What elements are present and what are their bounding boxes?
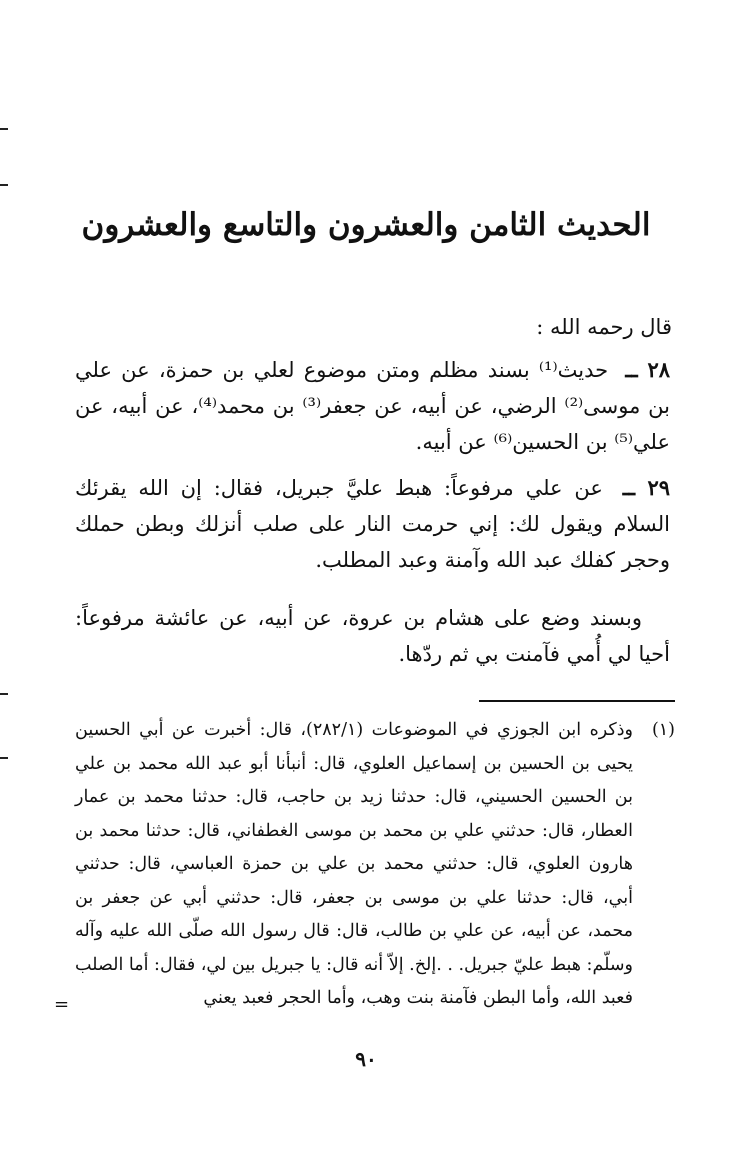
margin-mark (0, 184, 8, 186)
hadith-29-paragraph: وبسند وضع على هشام بن عروة، عن أبيه، عن عائشة مرفوعاً: أحيا لي أُمي فآمنت بي ثم ردّها. (75, 606, 670, 666)
hadith-number: ٢٩ ــ (622, 475, 670, 500)
page-number: ٩٠ (355, 1047, 377, 1071)
margin-mark (0, 693, 8, 695)
footnote-number: (١) (651, 720, 675, 740)
hadith-number: ٢٨ ــ (625, 357, 671, 382)
footnote-1 (75, 714, 675, 1016)
hadith-text: حديث⁽¹⁾ بسند مظلم ومتن موضوع لعلي بن حمزة، عن علي بن موسى⁽²⁾ الرضي، عن أبيه، عن جعفر⁽³⁾ بن محمد⁽⁴⁾، عن أبيه، عن علي⁽⁵⁾ بن الحسين⁽⁶⁾ عن أبيه. (75, 358, 670, 454)
continuation-mark: = (54, 994, 70, 1015)
hadith-29 (75, 470, 670, 578)
footnote-divider (479, 700, 675, 702)
hadith-28 (75, 352, 670, 460)
margin-mark (0, 757, 8, 759)
footnote-text: وذكره ابن الجوزي في الموضوعات (٢٨٢/١)، قال: أخبرت عن أبي الحسين يحيى بن الحسين بن إسماعيل العلوي، قال: أنبأنا أبو عبد الله محمد بن علي بن الحسين الحسيني، قال: حدثنا زيد بن حاجب، قال: حدثنا محمد بن عمار العطار، قال: حدثني علي بن محمد بن موسى الغطفاني، قال: حدثنا محمد بن هارون العلوي، قال: حدثني محمد بن علي بن حمزة العباسي، قال: حدثني أبي، قال: حدثنا علي بن موسى بن جعفر، قال: حدثني أبي عن جعفر بن محمد، عن أبيه، عن علي بن طالب، قال: قال رسول الله صلّى الله عليه وآله وسلّم: هبط عليّ جبريل. . .إلخ. إلاّ أنه قال: يا جبريل بين لي، فقال: أما الصلب فعبد الله، وأما البطن فآمنة بنت وهب، وأما الحجر فعبد يعني (75, 720, 633, 1008)
hadith-text: عن علي مرفوعاً: هبط عليَّ جبريل، فقال: إن الله يقرئك السلام ويقول لك: إني حرمت النار على صلب أنزلك وبطن حملك وحجر كفلك عبد الله وآمنة وعبد المطلب. (75, 476, 670, 572)
intro-line: قال رحمه الله : (536, 315, 672, 339)
chapter-title: الحديث الثامن والعشرون والتاسع والعشرون (81, 207, 651, 243)
margin-mark (0, 128, 8, 130)
